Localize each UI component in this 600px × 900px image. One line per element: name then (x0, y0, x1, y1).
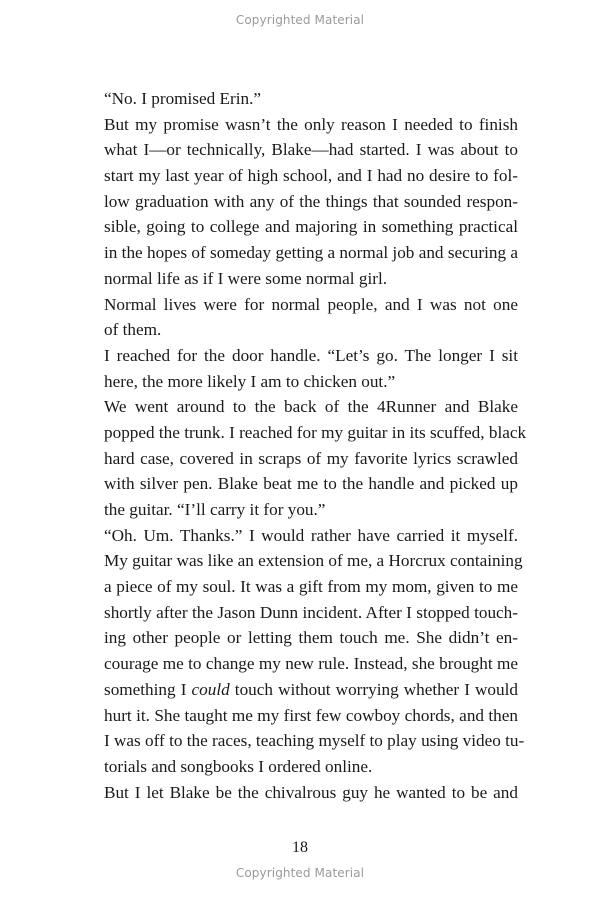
text-line: courage me to change my new rule. Instead, she brought me (104, 654, 518, 674)
text-line: Normal lives were for normal people, and I was not one (104, 294, 518, 314)
text-line: I reached for the door handle. “Let’s go. The longer I sit (104, 345, 518, 365)
text-line: a piece of my soul. It was a gift from my mom, given to me (104, 577, 518, 597)
text-line: in the hopes of someday getting a normal job and securing a (104, 243, 518, 263)
text-line: hurt it. She taught me my first few cowboy chords, and then (104, 705, 518, 725)
text-line: what I—or technically, Blake—had started. I was about to (104, 140, 518, 160)
copyright-watermark-bottom: Copyrighted Material (235, 866, 365, 880)
text-line: the guitar. “I’ll carry it for you.” (104, 500, 326, 519)
copyright-watermark-top: Copyrighted Material (235, 13, 365, 27)
text-line: popped the trunk. I reached for my guitar in its scuffed, black (104, 422, 527, 442)
text-line: of them. (104, 320, 162, 340)
text-line: low graduation with any of the things that sounded respon- (104, 191, 518, 211)
text-line: with silver pen. Blake beat me to the handle and picked up (104, 474, 518, 494)
page-number: 18 (292, 839, 308, 856)
text-line: But my promise wasn’t the only reason I needed to finish (104, 114, 518, 134)
text-line: “No. I promised Erin.” (104, 89, 262, 108)
text-line: We went around to the back of the 4Runner and Blake (104, 397, 518, 417)
text-line: ing other people or letting them touch me. She didn’t en- (104, 628, 518, 648)
text-line: start my last year of high school, and I had no desire to fol- (104, 166, 518, 186)
text-line: But I let Blake be the chivalrous guy he wanted to be and (104, 782, 518, 802)
text-line: shortly after the Jason Dunn incident. After I stopped touch- (104, 602, 518, 622)
text-line: My guitar was like an extension of me, a Horcrux containing (104, 551, 523, 571)
text-line: sible, going to college and majoring in something practical (104, 217, 518, 237)
text-segment: something I (104, 679, 192, 699)
body-text (104, 86, 527, 805)
text-segment: touch without worrying whether I would (229, 679, 518, 699)
text-line: “Oh. Um. Thanks.” I would rather have carried it myself. (104, 525, 518, 545)
text-line: hard case, covered in scraps of my favorite lyrics scrawled (104, 448, 518, 468)
text-line: normal life as if I were some normal girl. (104, 268, 388, 288)
text-line: torials and songbooks I ordered online. (104, 756, 373, 776)
text-line-with-italic (104, 677, 518, 703)
text-line: I was off to the races, teaching myself to play using video tu- (104, 731, 525, 751)
text-line: here, the more likely I am to chicken out.” (104, 371, 396, 391)
italic-word: could (191, 679, 230, 699)
